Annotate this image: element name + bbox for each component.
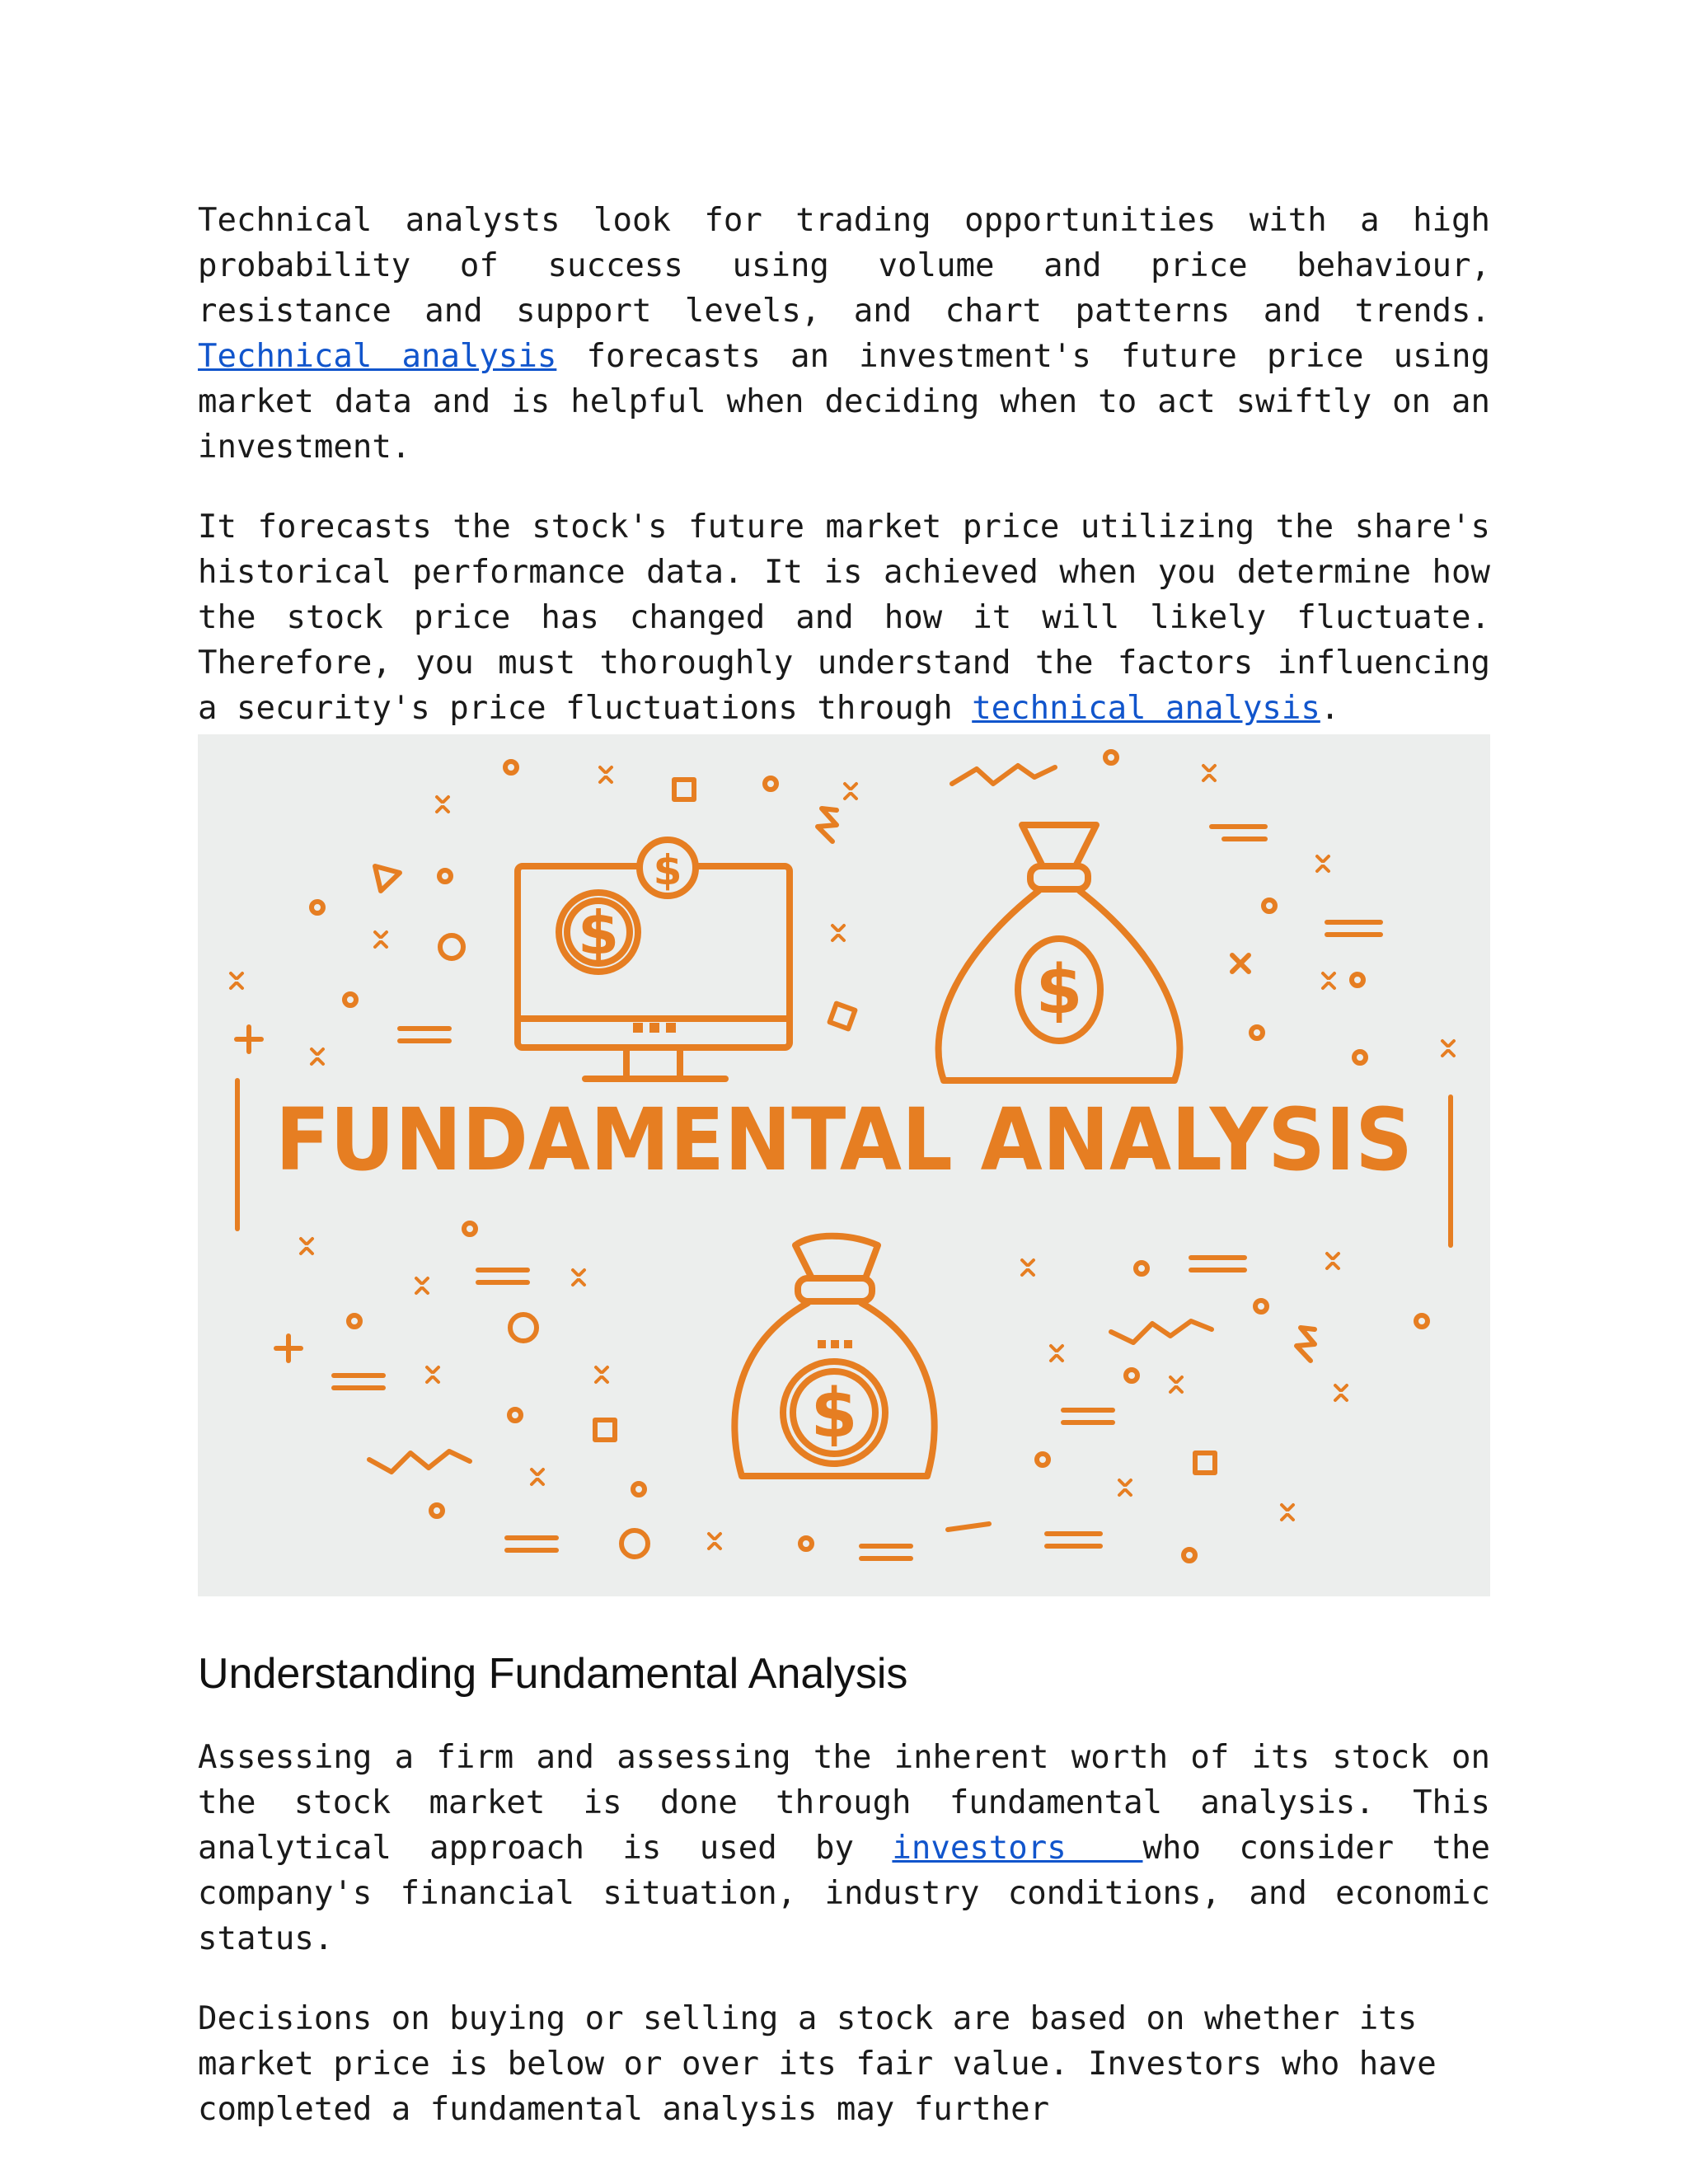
illustration-svg [198,734,1490,1596]
paragraph-technical-analysts [198,198,1490,470]
paragraph-decisions: Decisions on buying or selling a stock are based on whether its market price is below or over its fair value. Investors who have completed a fundamental analysis may further [198,2000,1437,2128]
dollar-symbol: $ [577,898,620,968]
technical-analysis-link[interactable]: Technical analysis [198,338,557,375]
dollar-symbol: $ [1035,951,1083,1029]
dollar-symbol: $ [810,1375,858,1453]
paragraph-text: Assessing a firm and assessing the inherent worth of its stock on the stock market is done through fundamental analysis. This analytical approach is used by [198,1739,1490,1867]
paragraph-text: It forecasts the stock's future market price utilizing the share's historical performance data. It is achieved when you determine how the stock price has changed and how it will likely fluctuate. Therefore, you must thoroughly understand the factors influencing a security's price fluctuations through [198,509,1490,727]
paragraph-text: Technical analysts look for trading opportunities with a high probability of success using volume and price behaviour, resistance and support levels, and chart patterns and trends. [198,202,1490,330]
document-content [198,198,1490,2167]
investors-link[interactable]: investors [892,1830,1143,1867]
technical-analysis-link-2[interactable]: technical analysis [972,690,1320,727]
paragraph-assessing-firm [198,1735,1490,1961]
section-heading: Understanding Fundamental Analysis [198,1650,908,1698]
dollar-symbol: $ [653,846,682,894]
fundamental-analysis-illustration [198,734,1490,1596]
paragraph-text: forecasts an investment's future price using market data and is helpful when deciding when to act swiftly on an investment. [198,338,1490,466]
paragraph-text: who consider the company's financial situation, industry conditions, and economic status. [198,1830,1490,1957]
banner-title: FUNDAMENTAL ANALYSIS [275,1090,1413,1190]
paragraph-forecasts [198,504,1490,731]
paragraph-text: . [1320,690,1340,727]
